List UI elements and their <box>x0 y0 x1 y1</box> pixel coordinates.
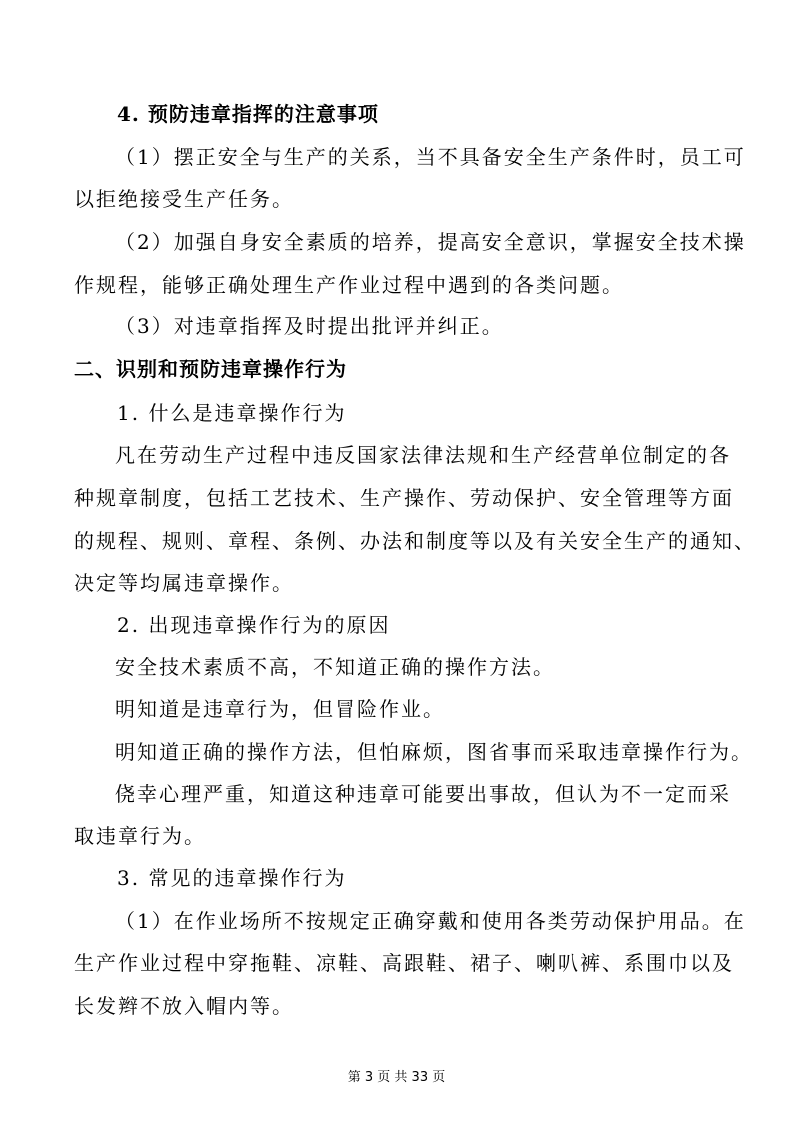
section-heading-2: 二、识别和预防违章操作行为 <box>74 357 347 381</box>
paragraph-line: 安全技术素质不高，不知道正确的操作方法。 <box>115 655 555 679</box>
subsection-heading-1: 1. 什么是违章操作行为 <box>117 401 347 425</box>
subsection-heading-2: 2. 出现违章操作行为的原因 <box>117 613 391 637</box>
paragraph-line: 明知道是违章行为，但冒险作业。 <box>115 697 445 721</box>
subsection-heading-4: 4. 预防违章指挥的注意事项 <box>117 102 379 126</box>
paragraph-line: 决定等均属违章操作。 <box>74 571 294 595</box>
paragraph-line: 的规程、规则、章程、条例、办法和制度等以及有关安全生产的通知、 <box>74 529 756 553</box>
subsection-heading-3: 3. 常见的违章操作行为 <box>117 866 347 890</box>
page-number-footer: 第 3 页 共 33 页 <box>347 1070 446 1085</box>
paragraph-line: 作规程，能够正确处理生产作业过程中遇到的各类问题。 <box>74 273 624 297</box>
paragraph-line: 明知道正确的操作方法，但怕麻烦，图省事而采取违章操作行为。 <box>115 740 753 764</box>
paragraph-line: 取违章行为。 <box>74 824 206 848</box>
paragraph-line: 生产作业过程中穿拖鞋、凉鞋、高跟鞋、裙子、喇叭裤、系围巾以及 <box>74 951 734 975</box>
paragraph-line: （3）对违章指挥及时提出批评并纠正。 <box>115 314 504 338</box>
paragraph-line: （1）在作业场所不按规定正确穿戴和使用各类劳动保护用品。在 <box>115 909 746 933</box>
paragraph-line: 凡在劳动生产过程中违反国家法律法规和生产经营单位制定的各 <box>115 443 731 467</box>
paragraph-line: （2）加强自身安全素质的培养，提高安全意识，掌握安全技术操 <box>115 230 746 254</box>
paragraph-line: 种规章制度，包括工艺技术、生产操作、劳动保护、安全管理等方面 <box>74 486 734 510</box>
paragraph-line: 侥幸心理严重，知道这种违章可能要出事故，但认为不一定而采 <box>115 782 731 806</box>
paragraph-line: 以拒绝接受生产任务。 <box>74 187 294 211</box>
paragraph-line: 长发辫不放入帽内等。 <box>74 994 294 1018</box>
paragraph-line: （1）摆正安全与生产的关系，当不具备安全生产条件时，员工可 <box>115 145 746 169</box>
